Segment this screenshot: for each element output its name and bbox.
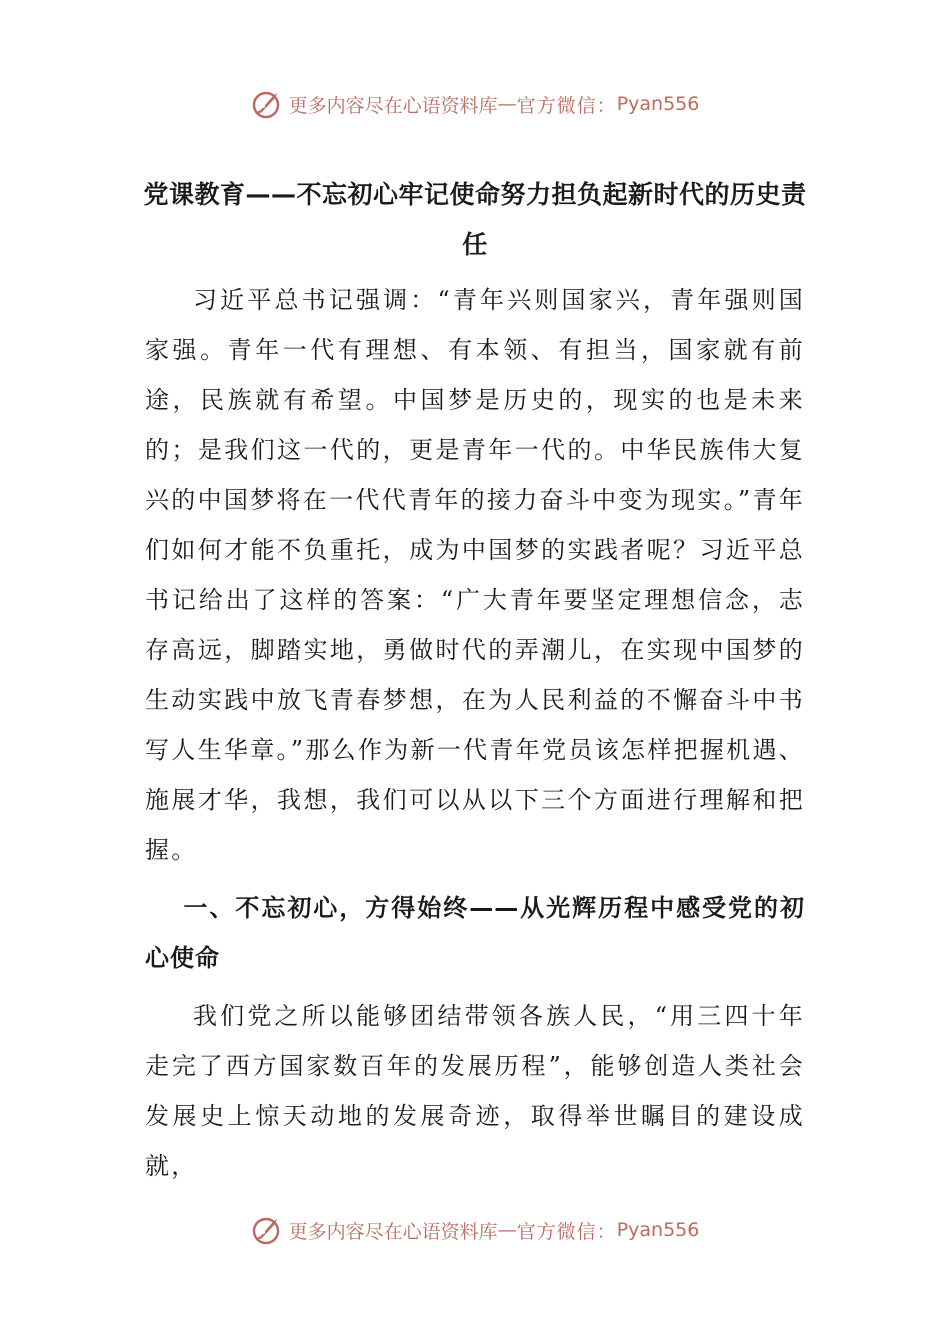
document-title: 党课教育——不忘初心牢记使命努力担负起新时代的历史责任 (143, 180, 807, 259)
paragraph-intro: 习近平总书记强调：“青年兴则国家兴，青年强则国家强。青年一代有理想、有本领、有担当，国家就有前途，民族就有希望。中国梦是历史的，现实的也是未来的；是我们这一代的，更是青年一代的。中华民族伟大复兴的中国梦将在一代代青年的接力奋斗中变为现实。”青年们如何才能不负重托，成为中国梦的实践者呢？习近平总书记给出了这样的答案：“广大青年要坚定理想信念，志存高远，脚踏实地，勇做时代的弄潮儿，在实现中国梦的生动实践中放飞青春梦想，在为人民利益的不懈奋斗中书写人生华章。”那么作为新一代青年党员该怎样把握机遇、施展才华，我想，我们可以从以下三个方面进行理解和把握。 (145, 286, 805, 864)
watermark-separator: — (497, 93, 517, 115)
watermark-footer (0, 1210, 950, 1250)
watermark-separator: — (497, 1219, 517, 1241)
watermark-wechat-label: 官方微信： (516, 1220, 617, 1243)
document-body (145, 170, 805, 1191)
pen-circle-icon (251, 1214, 283, 1246)
watermark-wechat-label: 官方微信： (516, 94, 617, 117)
pen-circle-icon (251, 88, 283, 120)
paragraph-section-1: 我们党之所以能够团结带领各族人民，“用三四十年走完了西方国家数百年的发展历程”，能够创造人类社会发展史上惊天动地的发展奇迹，取得举世瞩目的建设成就， (145, 1002, 805, 1180)
section-heading-1: 一、不忘初心，方得始终——从光辉历程中感受党的初心使命 (145, 894, 805, 972)
watermark-brand: 更多内容尽在心语资料库 (288, 94, 498, 117)
watermark-header (0, 84, 950, 124)
watermark-wechat-id: Pyan556 (616, 1219, 700, 1241)
watermark-wechat-id: Pyan556 (616, 93, 700, 115)
watermark-brand: 更多内容尽在心语资料库 (288, 1220, 498, 1243)
